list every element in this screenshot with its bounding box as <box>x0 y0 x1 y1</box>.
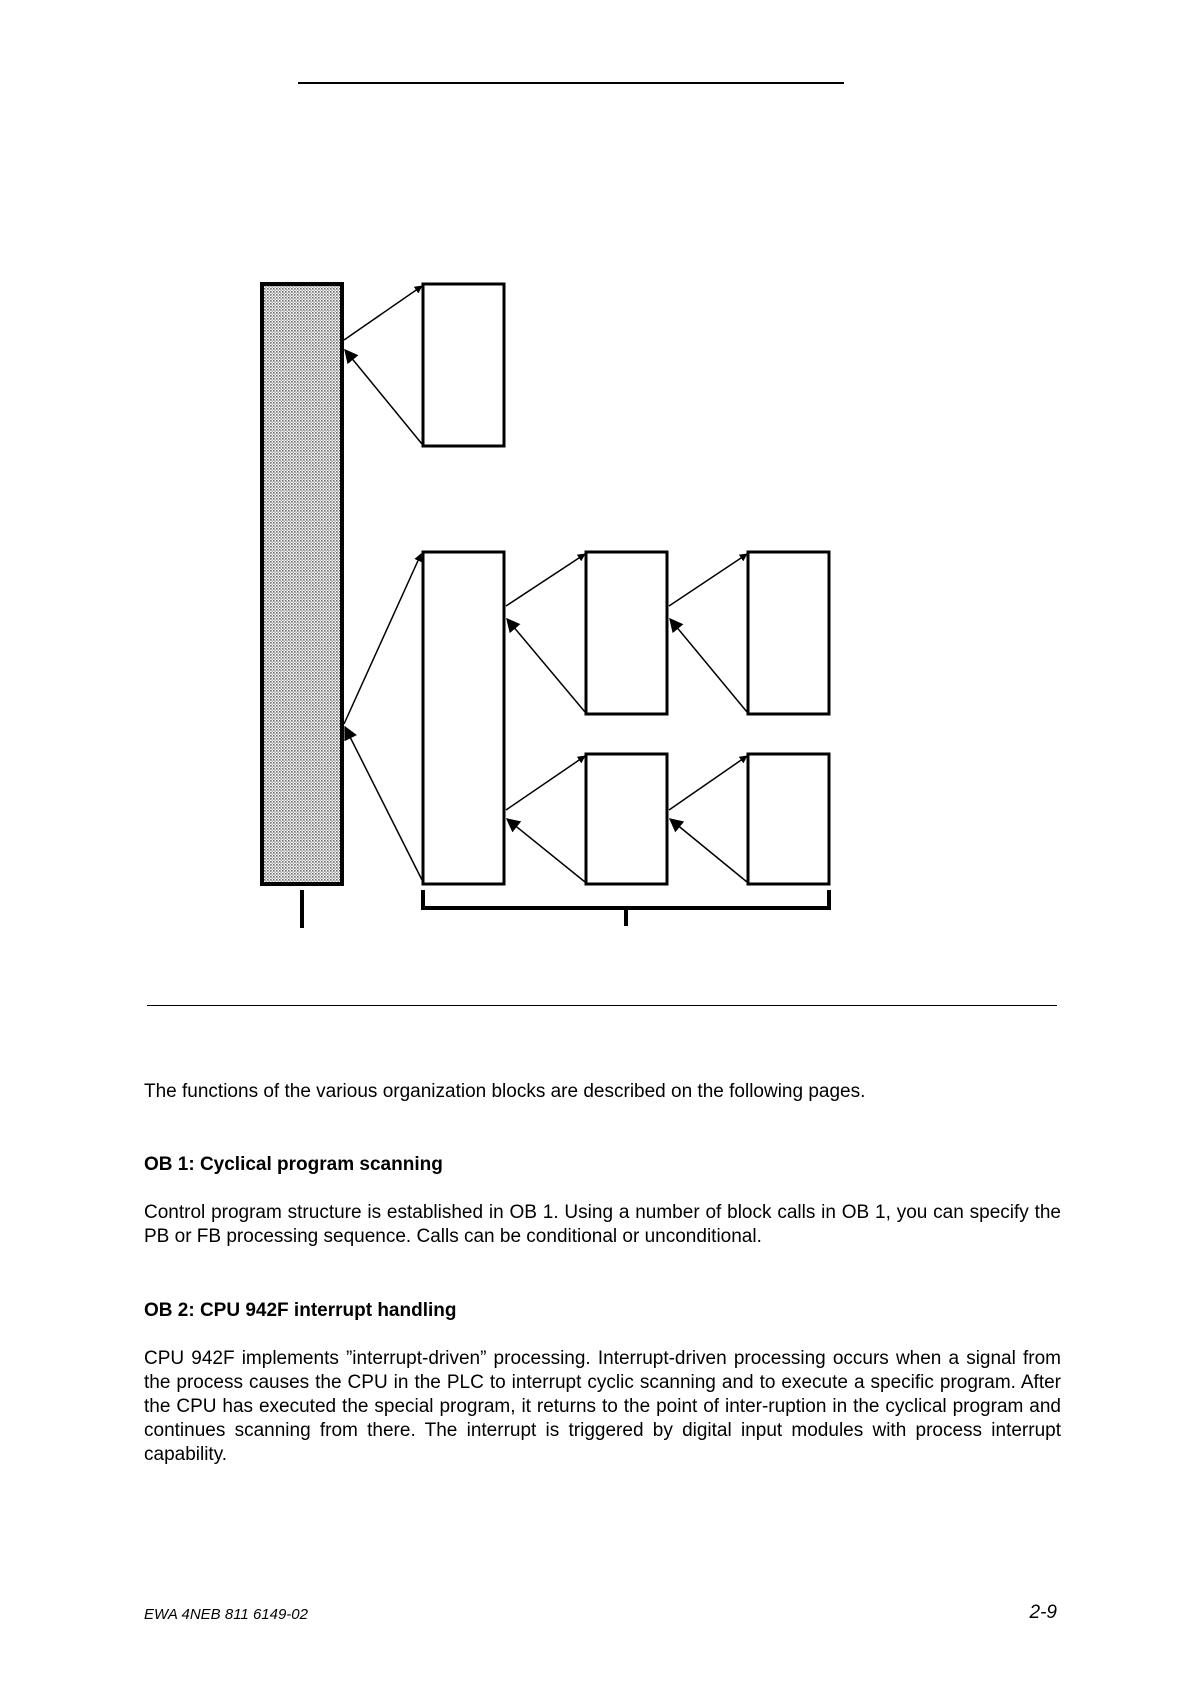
section-body-ob2: CPU 942F implements ”interrupt-driven” processing. Interrupt-driven processing occurs when a signal from the process causes the CPU in the PLC to interrupt cyclic scanning and to execute a specific program. After the CPU has executed the special program, it returns to the point of inter-ruption in the cyclical program and continues scanning from there. The interrupt is triggered by digital input modules with process interrupt capability. <box>144 1348 1061 1465</box>
block-nested-2 <box>748 552 829 714</box>
call-arrow <box>344 286 422 340</box>
return-arrow <box>345 727 422 880</box>
section-heading-ob2: OB 2: CPU 942F interrupt handling <box>144 1300 457 1321</box>
block-middle-tall <box>423 552 504 884</box>
return-arrow <box>507 819 585 882</box>
footer-page-number: 2-9 <box>1029 1602 1057 1623</box>
return-arrow <box>507 619 585 712</box>
caption-rule <box>147 1005 1057 1006</box>
blocks-bracket <box>423 890 829 908</box>
call-arrow <box>669 756 747 810</box>
call-arrow <box>506 756 585 810</box>
return-arrow <box>345 350 422 444</box>
return-arrow <box>670 819 747 882</box>
block-nested-1 <box>586 552 667 714</box>
block-nested-3 <box>586 754 667 884</box>
return-arrow <box>670 619 747 712</box>
intro-paragraph: The functions of the various organization blocks are described on the following pages. <box>144 1081 866 1102</box>
block-nested-4 <box>748 754 829 884</box>
ob-block <box>262 284 342 884</box>
call-arrow <box>344 554 421 724</box>
call-arrow <box>506 554 585 606</box>
block-upper <box>423 284 504 446</box>
section-heading-ob1: OB 1: Cyclical program scanning <box>144 1154 443 1175</box>
section-body-ob1: Control program structure is established in OB 1. Using a number of block calls in OB 1, you can specify the PB or FB processing sequence. Calls can be conditional or unconditional. <box>144 1202 1061 1247</box>
call-arrow <box>669 554 747 606</box>
footer-doc-number: EWA 4NEB 811 6149-02 <box>144 1606 308 1623</box>
